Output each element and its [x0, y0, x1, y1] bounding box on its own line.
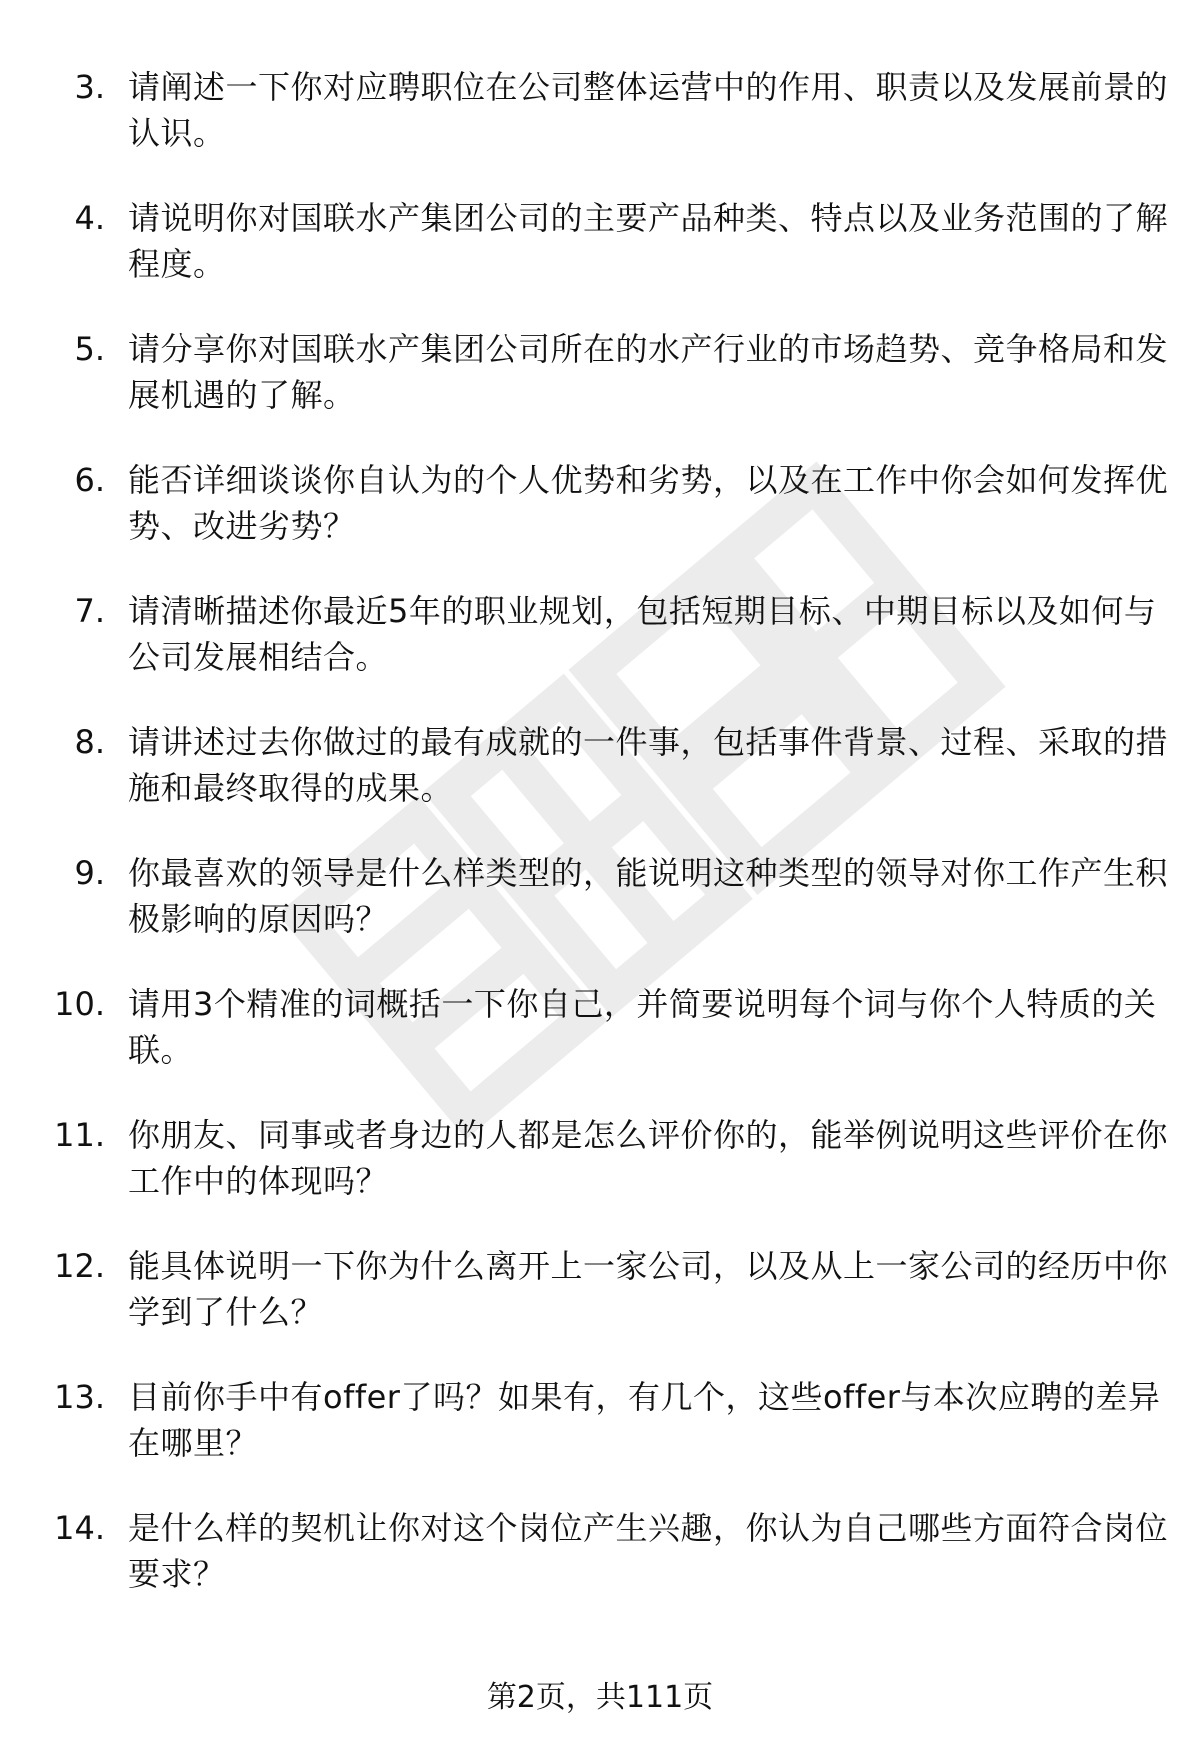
question-text: 是什么样的契机让你对这个岗位产生兴趣，你认为自己哪些方面符合岗位要求？: [128, 1509, 1169, 1593]
question-number: 10.: [54, 985, 105, 1023]
question-number: 14.: [54, 1509, 105, 1547]
question-number: 13.: [54, 1378, 105, 1416]
list-item: [0, 1374, 1200, 1505]
list-item: [0, 1505, 1200, 1636]
list-item: [0, 64, 1200, 195]
question-text: 能具体说明一下你为什么离开上一家公司，以及从上一家公司的经历中你学到了什么？: [128, 1247, 1169, 1331]
page-number-footer: 第2页，共111页: [486, 1680, 714, 1715]
question-number: 9.: [74, 854, 105, 892]
question-text: 请讲述过去你做过的最有成就的一件事，包括事件背景、过程、采取的措施和最终取得的成果。: [128, 723, 1169, 807]
list-item: [0, 588, 1200, 719]
question-number: 5.: [74, 330, 105, 368]
question-text: 能否详细谈谈你自认为的个人优势和劣势，以及在工作中你会如何发挥优势、改进劣势？: [128, 461, 1169, 545]
list-item: [0, 195, 1200, 326]
question-text: 请说明你对国联水产集团公司的主要产品种类、特点以及业务范围的了解程度。: [128, 199, 1169, 283]
list-item: [0, 1112, 1200, 1243]
list-item: [0, 850, 1200, 981]
question-text: 目前你手中有offer了吗？如果有，有几个，这些offer与本次应聘的差异在哪里？: [128, 1378, 1161, 1462]
list-item: [0, 719, 1200, 850]
question-number: 11.: [54, 1116, 105, 1154]
question-text: 你朋友、同事或者身边的人都是怎么评价你的，能举例说明这些评价在你工作中的体现吗？: [128, 1116, 1169, 1200]
list-item: [0, 457, 1200, 588]
question-text: 请阐述一下你对应聘职位在公司整体运营中的作用、职责以及发展前景的认识。: [128, 68, 1169, 152]
question-number: 12.: [54, 1247, 105, 1285]
list-item: [0, 981, 1200, 1112]
question-number: 7.: [74, 592, 105, 630]
question-number: 8.: [74, 723, 105, 761]
question-text: 请用3个精准的词概括一下你自己，并简要说明每个词与你个人特质的关联。: [128, 985, 1157, 1069]
question-list: [0, 64, 1200, 1636]
list-item: [0, 1243, 1200, 1374]
list-item: [0, 326, 1200, 457]
question-number: 6.: [74, 461, 105, 499]
question-number: 3.: [74, 68, 105, 106]
question-text: 请分享你对国联水产集团公司所在的水产行业的市场趋势、竞争格局和发展机遇的了解。: [128, 330, 1169, 414]
question-text: 请清晰描述你最近5年的职业规划，包括短期目标、中期目标以及如何与公司发展相结合。: [128, 592, 1157, 676]
question-number: 4.: [74, 199, 105, 237]
question-text: 你最喜欢的领导是什么样类型的，能说明这种类型的领导对你工作产生积极影响的原因吗？: [128, 854, 1169, 938]
